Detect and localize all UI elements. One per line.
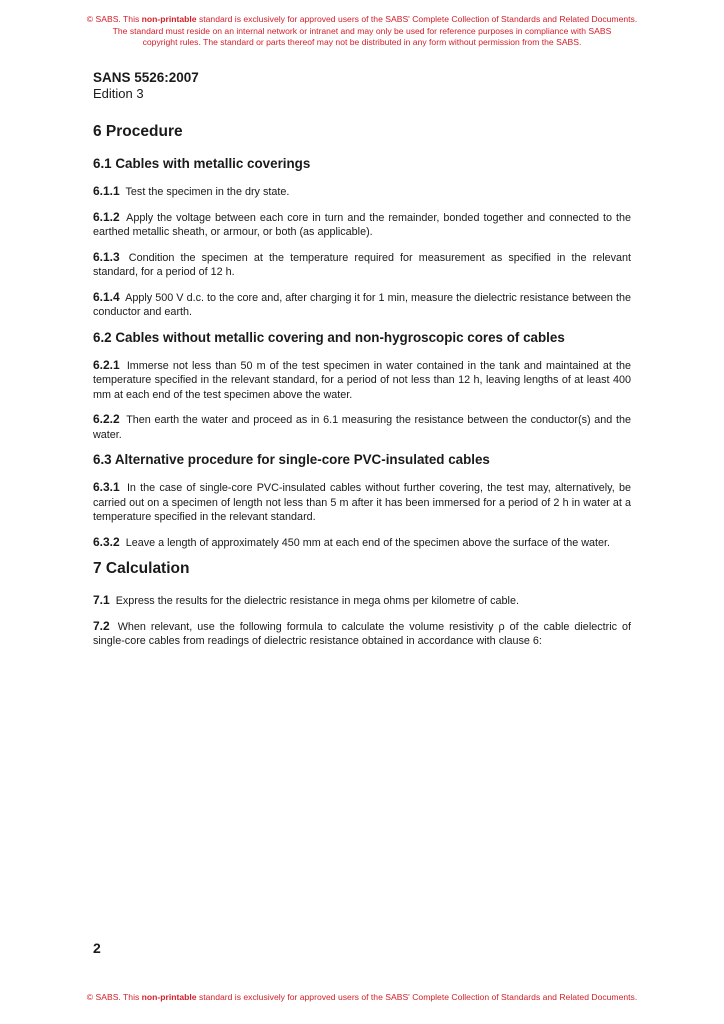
clause-7-2: 7.2 When relevant, use the following formula to calculate the volume resistivity ρ of the cable dielectric of single-core cables from readings of dielectric resistance obtained in accordance with clause 6:: [93, 618, 632, 647]
clause-6-2-1: 6.2.1 Immerse not less than 50 m of the test specimen in water contained in the tank and maintained at the temperature specified in the relevant standard, for a period of not less than 12 h, leaving lengths of at least 400 mm at each end of the test specimen above the water.: [93, 357, 631, 401]
document-edition: Edition 3: [93, 86, 144, 101]
document-id: SANS 5526:2007: [93, 70, 199, 85]
clause-6-1-2: 6.1.2 Apply the voltage between each core in turn and the remainder, bonded together and connected to the earthed metallic sheath, or armour, or both (as applicable).: [93, 209, 631, 238]
copyright-banner: [20, 14, 704, 49]
subsection-heading-6-1: 6.1 Cables with metallic coverings: [93, 156, 311, 171]
clause-7-1: 7.1 Express the results for the dielectric resistance in mega ohms per kilometre of cable.: [93, 593, 519, 607]
clause-6-1-4: 6.1.4 Apply 500 V d.c. to the core and, after charging it for 1 min, measure the dielectric resistance between the conductor and earth.: [93, 289, 631, 318]
clause-6-2-2: 6.2.2 Then earth the water and proceed as in 6.1 measuring the resistance between the conductor(s) and the water.: [93, 412, 631, 441]
clause-6-1-1: 6.1.1 Test the specimen in the dry state.: [93, 184, 290, 198]
clause-6-3-1: 6.3.1 In the case of single-core PVC-insulated cables without further covering, the test may, alternatively, be carried out on a specimen of length not less than 5 m after it has been immersed for a period of 2 h in water at a temperature specified in the relevant standard.: [93, 480, 632, 523]
banner-line-3: copyright rules. The standard or parts thereof may not be distributed in any form without permission from the SABS.: [142, 37, 582, 47]
clause-6-1-3: 6.1.3 Condition the specimen at the temperature required for measurement as specified in the relevant standard, for a period of 12 h.: [93, 249, 632, 278]
copyright-footer: © SABS. This non-printable standard is exclusively for approved users of the SABS' Complete Collection of Standards and Related Documents.: [86, 992, 638, 1002]
section-heading-7: 7 Calculation: [93, 560, 190, 577]
subsection-heading-6-2: 6.2 Cables without metallic covering and non-hygroscopic cores of cables: [93, 329, 565, 345]
page-number: 2: [93, 940, 101, 956]
clause-6-3-2: 6.3.2 Leave a length of approximately 450 mm at each end of the specimen above the surface of the water.: [93, 534, 611, 549]
page-content: [93, 70, 631, 659]
banner-line-2: The standard must reside on an internal network or intranet and may only be used for reference purposes in compliance with SABS: [112, 25, 612, 36]
section-heading-6: 6 Procedure: [93, 123, 183, 140]
subsection-heading-6-3: 6.3 Alternative procedure for single-core PVC-insulated cables: [93, 452, 490, 467]
banner-line-1: © SABS. This non-printable standard is exclusively for approved users of the SABS' Complete Collection of Standards and Related Documents.: [86, 14, 638, 24]
